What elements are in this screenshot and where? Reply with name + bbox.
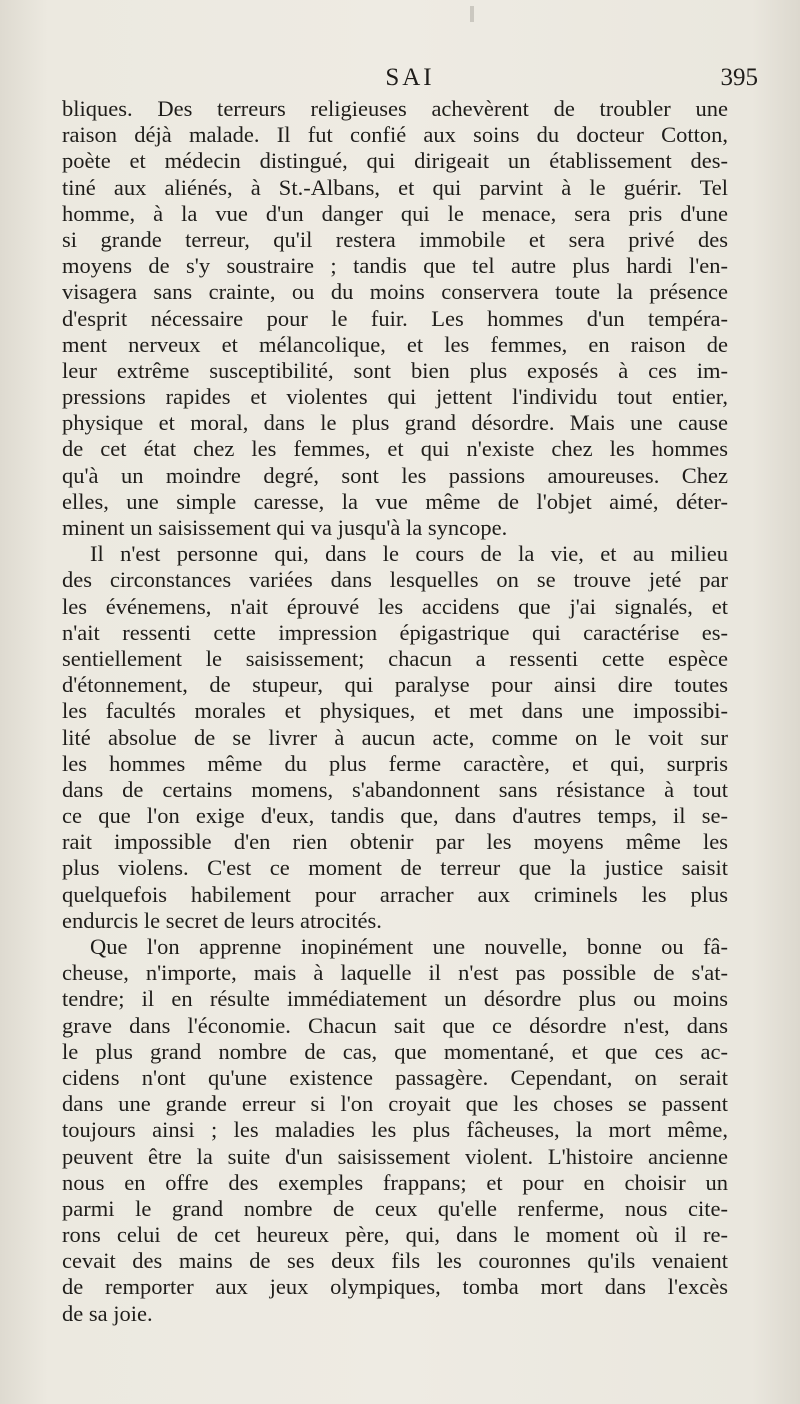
text-line: ce que l'on exige d'eux, tandis que, dans d'autres temps, il se- bbox=[62, 803, 728, 829]
text-line: leur extrême susceptibilité, sont bien plus exposés à ces im- bbox=[62, 357, 728, 383]
text-line: d'étonnement, de stupeur, qui paralyse pour ainsi dire toutes bbox=[62, 672, 728, 698]
text-line: minent un saisissement qui va jusqu'à la syncope. bbox=[62, 515, 508, 540]
body-text bbox=[62, 96, 728, 1327]
text-line: sentiellement le saisissement; chacun a ressenti cette espèce bbox=[62, 645, 728, 671]
text-line: tiné aux aliénés, à St.-Albans, et qui parvint à le guérir. Tel bbox=[62, 174, 728, 200]
text-line: cidens n'ont qu'une existence passagère. Cependant, on serait bbox=[62, 1064, 728, 1090]
paragraph bbox=[62, 541, 728, 934]
text-line: les facultés morales et physiques, et met dans une impossibi- bbox=[62, 698, 728, 724]
text-line: cevait des mains de ses deux fils les couronnes qu'ils venaient bbox=[62, 1248, 728, 1274]
text-line: le plus grand nombre de cas, que momentané, et que ces ac- bbox=[62, 1038, 728, 1064]
text-line: rait impossible d'en rien obtenir par les moyens même les bbox=[62, 829, 728, 855]
text-line: raison déjà malade. Il fut confié aux soins du docteur Cotton, bbox=[62, 122, 728, 148]
text-line: de sa joie. bbox=[62, 1300, 153, 1326]
paragraph bbox=[62, 96, 728, 541]
running-head bbox=[62, 64, 758, 98]
text-line: dans de certains momens, s'abandonnent sans résistance à tout bbox=[62, 776, 728, 802]
text-line: peuvent être la suite d'un saisissement violent. L'histoire ancienne bbox=[62, 1143, 728, 1169]
text-line: Que l'on apprenne inopinément une nouvelle, bonne ou fâ- bbox=[90, 934, 728, 959]
text-line: quelquefois habilement pour arracher aux criminels les plus bbox=[62, 881, 728, 907]
text-line: poète et médecin distingué, qui dirigeait un établissement des- bbox=[62, 148, 728, 174]
paragraph bbox=[62, 934, 728, 1327]
text-line: physique et moral, dans le plus grand désordre. Mais une cause bbox=[62, 410, 728, 436]
text-line: les hommes même du plus ferme caractère, et qui, surpris bbox=[62, 750, 728, 776]
page-number: 395 bbox=[720, 64, 758, 91]
text-line: tendre; il en résulte immédiatement un désordre plus ou moins bbox=[62, 986, 728, 1012]
text-line: homme, à la vue d'un danger qui le menace, sera pris d'une bbox=[62, 200, 728, 226]
text-line: dans une grande erreur si l'on croyait que les choses se passent bbox=[62, 1091, 728, 1117]
text-line: plus violens. C'est ce moment de terreur que la justice saisit bbox=[62, 855, 728, 881]
text-line: visagera sans crainte, ou du moins conservera toute la présence bbox=[62, 279, 728, 305]
text-line: endurcis le secret de leurs atrocités. bbox=[62, 907, 382, 933]
text-line: cheuse, n'importe, mais à laquelle il n'est pas possible de s'at- bbox=[62, 960, 728, 986]
text-line: bliques. Des terreurs religieuses achevèrent de troubler une bbox=[62, 96, 728, 121]
text-line: moyens de s'y soustraire ; tandis que tel autre plus hardi l'en- bbox=[62, 253, 728, 279]
text-line: n'ait ressenti cette impression épigastrique qui caractérise es- bbox=[62, 619, 728, 645]
text-line: des circonstances variées dans lesquelles on se trouve jeté par bbox=[62, 567, 728, 593]
text-line: grave dans l'économie. Chacun sait que ce désordre n'est, dans bbox=[62, 1012, 728, 1038]
text-line: qu'à un moindre degré, sont les passions amoureuses. Chez bbox=[62, 462, 728, 488]
text-line: ment nerveux et mélancolique, et les femmes, en raison de bbox=[62, 331, 728, 357]
text-line: toujours ainsi ; les maladies les plus fâcheuses, la mort même, bbox=[62, 1117, 728, 1143]
text-line: de remporter aux jeux olympiques, tomba mort dans l'excès bbox=[62, 1274, 728, 1300]
text-line: rons celui de cet heureux père, qui, dans le moment où il re- bbox=[62, 1222, 728, 1248]
text-line: lité absolue de se livrer à aucun acte, comme on le voit sur bbox=[62, 724, 728, 750]
running-head-title: SAI bbox=[385, 64, 435, 91]
text-line: les événemens, n'ait éprouvé les accidens que j'ai signalés, et bbox=[62, 593, 728, 619]
text-line: Il n'est personne qui, dans le cours de la vie, et au milieu bbox=[90, 541, 728, 567]
text-line: elles, une simple caresse, la vue même de l'objet aimé, déter- bbox=[62, 488, 728, 514]
text-line: d'esprit nécessaire pour le fuir. Les hommes d'un tempéra- bbox=[62, 305, 728, 331]
text-line: pressions rapides et violentes qui jettent l'individu tout entier, bbox=[62, 384, 728, 410]
text-line: nous en offre des exemples frappans; et pour en choisir un bbox=[62, 1169, 728, 1195]
text-line: si grande terreur, qu'il restera immobile et sera privé des bbox=[62, 226, 728, 252]
print-smudge bbox=[470, 6, 474, 22]
text-line: de cet état chez les femmes, et qui n'existe chez les hommes bbox=[62, 436, 728, 462]
text-line: parmi le grand nombre de ceux qu'elle renferme, nous cite- bbox=[62, 1195, 728, 1221]
